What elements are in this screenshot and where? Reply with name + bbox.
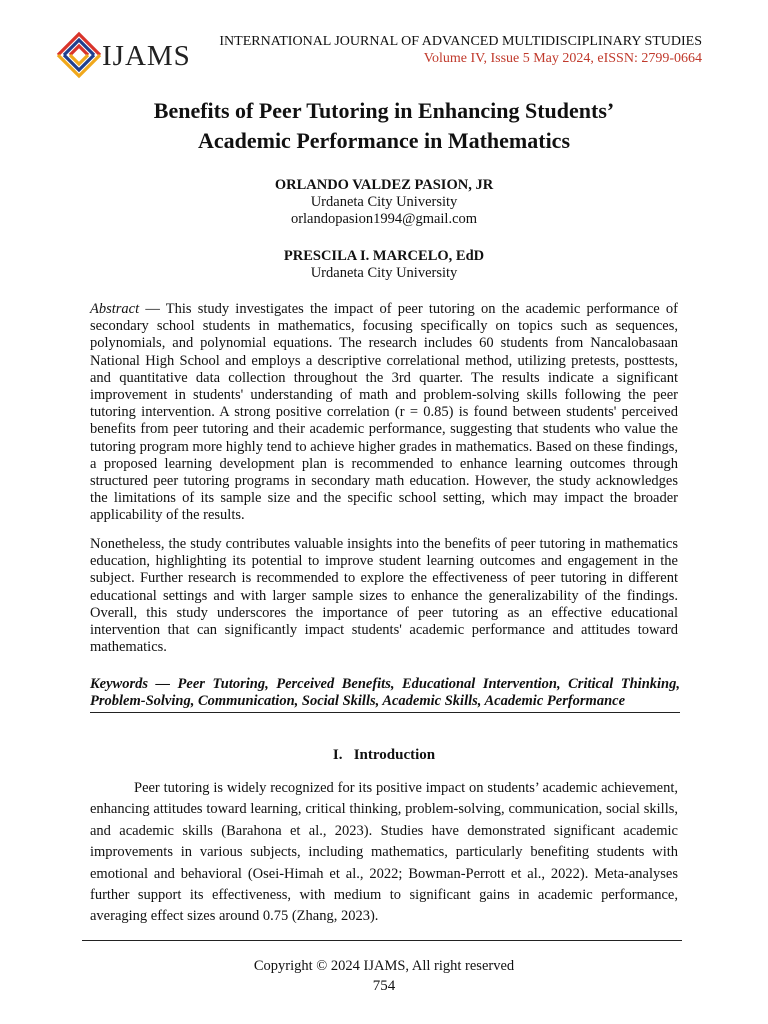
journal-name: INTERNATIONAL JOURNAL OF ADVANCED MULTIDISCIPLINARY STUDIES (219, 34, 702, 49)
title-line-1: Benefits of Peer Tutoring in Enhancing Students’ (153, 98, 615, 123)
abstract-paragraph-2: Nonetheless, the study contributes valuable insights into the benefits of peer tutoring in mathematics education, highlighting its potential to improve student learning outcomes and engagement in the subject. Further research is recommended to explore the effectiveness of peer tutoring in different educational settings and with larger sample sizes to enhance the generalizability of the findings. Overall, this study underscores the importance of peer tutoring as an effective educational intervention that can significantly impact students' academic performance and attitudes toward mathematics. (90, 536, 678, 656)
author1-name: ORLANDO VALDEZ PASION, JR (274, 177, 494, 193)
author1-email[interactable]: orlandopasion1994@gmail.com (290, 211, 478, 227)
copyright: Copyright © 2024 IJAMS, All right reserved (253, 958, 515, 974)
author2-name: PRESCILA I. MARCELO, EdD (283, 248, 485, 264)
paper-title (0, 96, 768, 156)
abstract-label: Abstract (90, 301, 140, 317)
brand-name: IJAMS (102, 40, 191, 72)
intro-paragraph: Peer tutoring is widely recognized for its positive impact on students’ academic achievement, enhancing attitudes toward learning, critical thinking, problem-solving, communication, social skills, and academic skills (Barahona et al., 2023). Studies have demonstrated significant academic improvements in various subjects, including mathematics, particularly benefiting students with emotional and behavioral (Osei-Himah et al., 2022; Bowman-Perrott et al., 2022). Meta-analyses further support its effectiveness, with medium to significant gains in academic performance, averaging effect sizes around 0.75 (Zhang, 2023). (90, 780, 678, 925)
author2-affiliation: Urdaneta City University (310, 265, 458, 281)
keywords-divider (90, 712, 680, 713)
keywords: Keywords — Peer Tutoring, Perceived Benefits, Educational Intervention, Critical Thinking, Problem-Solving, Communication, Social Skills, Academic Skills, Academic Performance (90, 676, 680, 710)
footer-divider (82, 940, 682, 941)
abstract-paragraph-1 (90, 301, 678, 525)
author1-affiliation: Urdaneta City University (310, 194, 458, 210)
title-line-2: Academic Performance in Mathematics (197, 128, 571, 153)
abstract-text-1: — This study investigates the impact of peer tutoring on the academic performance of secondary school students in mathematics, focusing specifically on topics such as sequences, polynomials, and polynomial equations. The research includes 60 students from Nancalobasaan National High School and employs a descriptive correlational method, utilizing pretests, posttests, and quantitative data collection throughout the 3rd quarter. The results indicate a significant improvement in students' understanding of math and problem-solving skills following the peer tutoring intervention. A strong positive correlation (r = 0.85) is found between students' perceived benefits from peer tutoring and their academic performance, suggesting that students who value the tutoring program more highly tend to achieve higher grades in mathematics. Based on these findings, a proposed learning development plan is recommended to enhance learning outcomes through structured peer tutoring programs in secondary math education. However, the study acknowledges the limitations of its sample size and the specific school setting, which may impact the broader applicability of the results. (90, 301, 678, 524)
ijams-logo-icon (54, 30, 104, 80)
section-heading: I. Introduction (332, 747, 436, 763)
issue-info: Volume IV, Issue 5 May 2024, eISSN: 2799-0664 (423, 51, 702, 66)
page-number: 754 (372, 978, 396, 994)
